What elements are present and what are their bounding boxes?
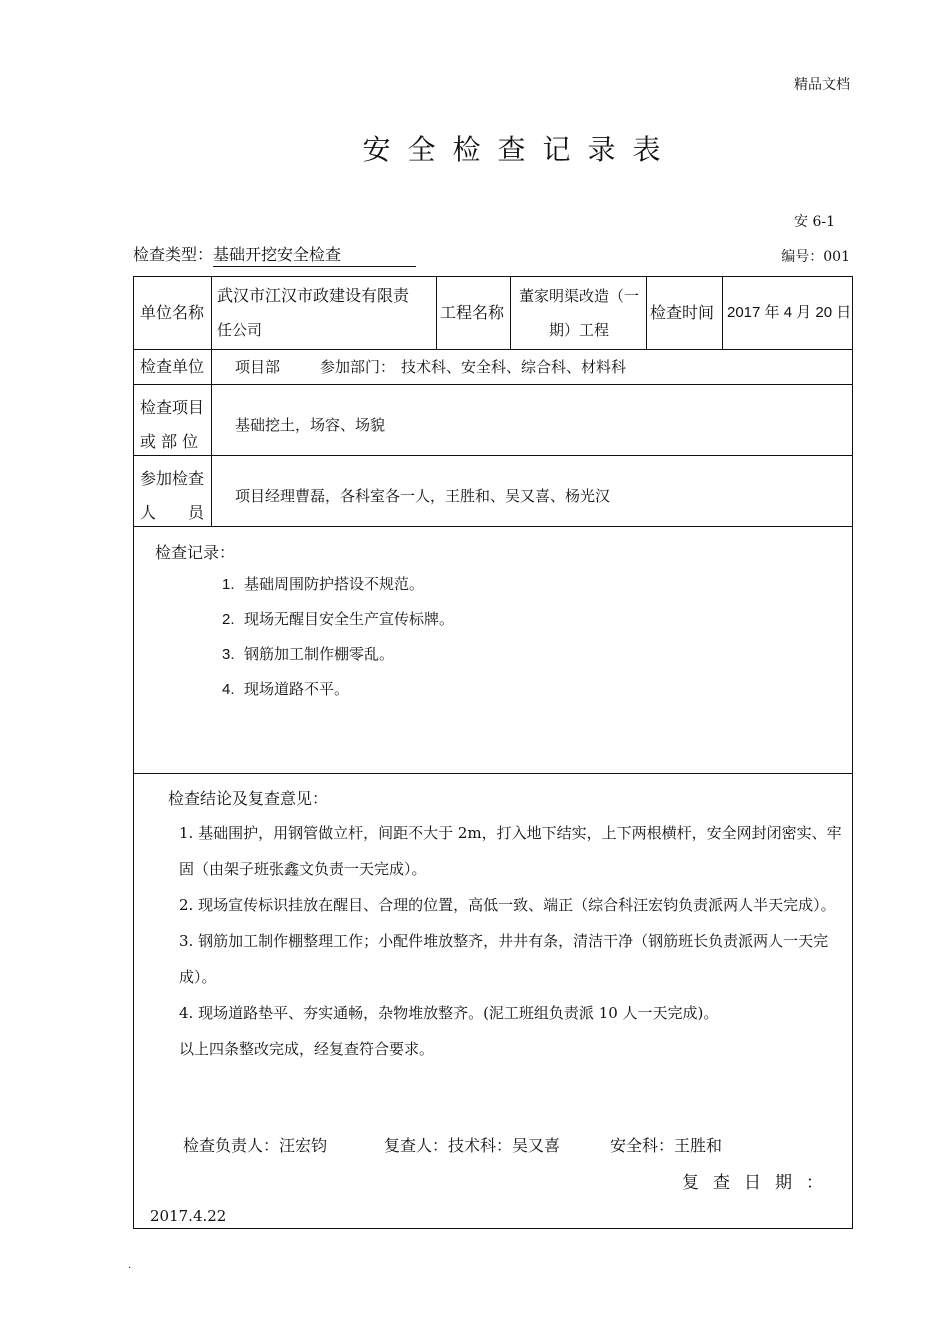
- col-divider: [211, 277, 212, 526]
- time-value: 2017 年 4 月 20 日: [727, 304, 852, 321]
- row-divider: [134, 384, 852, 385]
- conclusion-label: 检查结论及复查意见：: [168, 789, 329, 808]
- conclusion-item-1: 1. 基础围护，用钢管做立杆，间距不大于 2m，打入地下结实，上下两根横杆，安全网封闭密实、牢固（由架子班张鑫文负责一天完成）。: [179, 824, 842, 878]
- participants-label-line1: 参加检查: [140, 469, 205, 488]
- project-label: 工程名称: [440, 303, 505, 322]
- item-label-line2: 或 部 位: [140, 432, 199, 451]
- check-unit-value: 项目部: [235, 358, 281, 376]
- review-date-label: 复查日期：: [682, 1173, 837, 1193]
- col-divider: [436, 277, 437, 349]
- conclusion-body: [179, 815, 845, 1067]
- unit-value-line1: 武汉市江汉市政建设有限责: [217, 286, 410, 305]
- col-divider: [646, 277, 647, 349]
- unit-value-line2: 任公司: [217, 321, 263, 339]
- list-item: 1. 基础周围防护搭设不规范。: [222, 575, 425, 593]
- inspect-type-value: 基础开挖安全检查: [213, 242, 416, 267]
- inspector-signature: 检查负责人：汪宏钧: [183, 1136, 328, 1155]
- col-divider: [722, 277, 723, 349]
- item-label: [140, 391, 204, 459]
- conclusion-item-4: 4. 现场道路垫平、夯实通畅，杂物堆放整齐。(泥工班组负责派 10 人一天完成)。: [179, 1004, 719, 1022]
- page-title: 安全检查记录表: [362, 133, 678, 166]
- reviewer-signature: 复查人：技术科：吴又喜: [384, 1136, 561, 1155]
- project-value-line1: 董家明渠改造（一: [518, 287, 639, 305]
- col-divider: [510, 277, 511, 349]
- footer-dot: .: [128, 1260, 132, 1271]
- safety-signature: 安全科：王胜和: [610, 1136, 723, 1155]
- project-value-line2: 期）工程: [548, 321, 609, 339]
- unit-label: 单位名称: [140, 303, 205, 322]
- conclusion-item-3: 3. 钢筋加工制作棚整理工作；小配件堆放整齐，井井有条，清洁干净（钢筋班长负责派两人一天完成）。: [179, 932, 829, 986]
- unit-value: [217, 279, 409, 347]
- list-item: 3. 钢筋加工制作棚零乱。: [222, 645, 395, 663]
- inspect-type: [133, 242, 416, 267]
- item-value: 基础挖土，场容、场貌: [235, 416, 386, 434]
- dept-label: 参加部门：: [320, 358, 396, 376]
- record-list: [222, 567, 454, 707]
- check-unit-label: 检查单位: [140, 357, 205, 376]
- watermark-text: 精品文档: [794, 77, 850, 93]
- conclusion-summary: 以上四条整改完成，经复查符合要求。: [179, 1040, 435, 1058]
- participants-label: [140, 462, 204, 530]
- row-divider: [134, 455, 852, 456]
- row-divider: [134, 773, 852, 774]
- time-label: 检查时间: [650, 303, 715, 322]
- serial-number: 编号：001: [781, 249, 850, 265]
- list-item: 4. 现场道路不平。: [222, 680, 350, 698]
- dept-value: 技术科、安全科、综合科、材料科: [401, 358, 627, 376]
- inspect-type-label: 检查类型：: [133, 245, 214, 264]
- list-item: 2. 现场无醒目安全生产宣传标牌。: [222, 610, 455, 628]
- form-code: 安 6-1: [794, 214, 835, 230]
- participants-label-line2: 人 员: [140, 503, 205, 522]
- project-value: [512, 279, 646, 347]
- row-divider: [134, 526, 852, 527]
- record-label: 检查记录：: [155, 543, 236, 562]
- conclusion-item-2: 2. 现场宣传标识挂放在醒目、合理的位置，高低一致、端正（综合科汪宏钧负责派两人半天完成）。: [179, 896, 836, 914]
- item-label-line1: 检查项目: [140, 398, 205, 417]
- inspection-table: [133, 276, 853, 1229]
- participants-value: 项目经理曹磊，各科室各一人，王胜和、吴又喜、杨光汉: [235, 487, 611, 505]
- signature-line: [183, 1133, 722, 1156]
- review-date-value: 2017.4.22: [150, 1207, 227, 1225]
